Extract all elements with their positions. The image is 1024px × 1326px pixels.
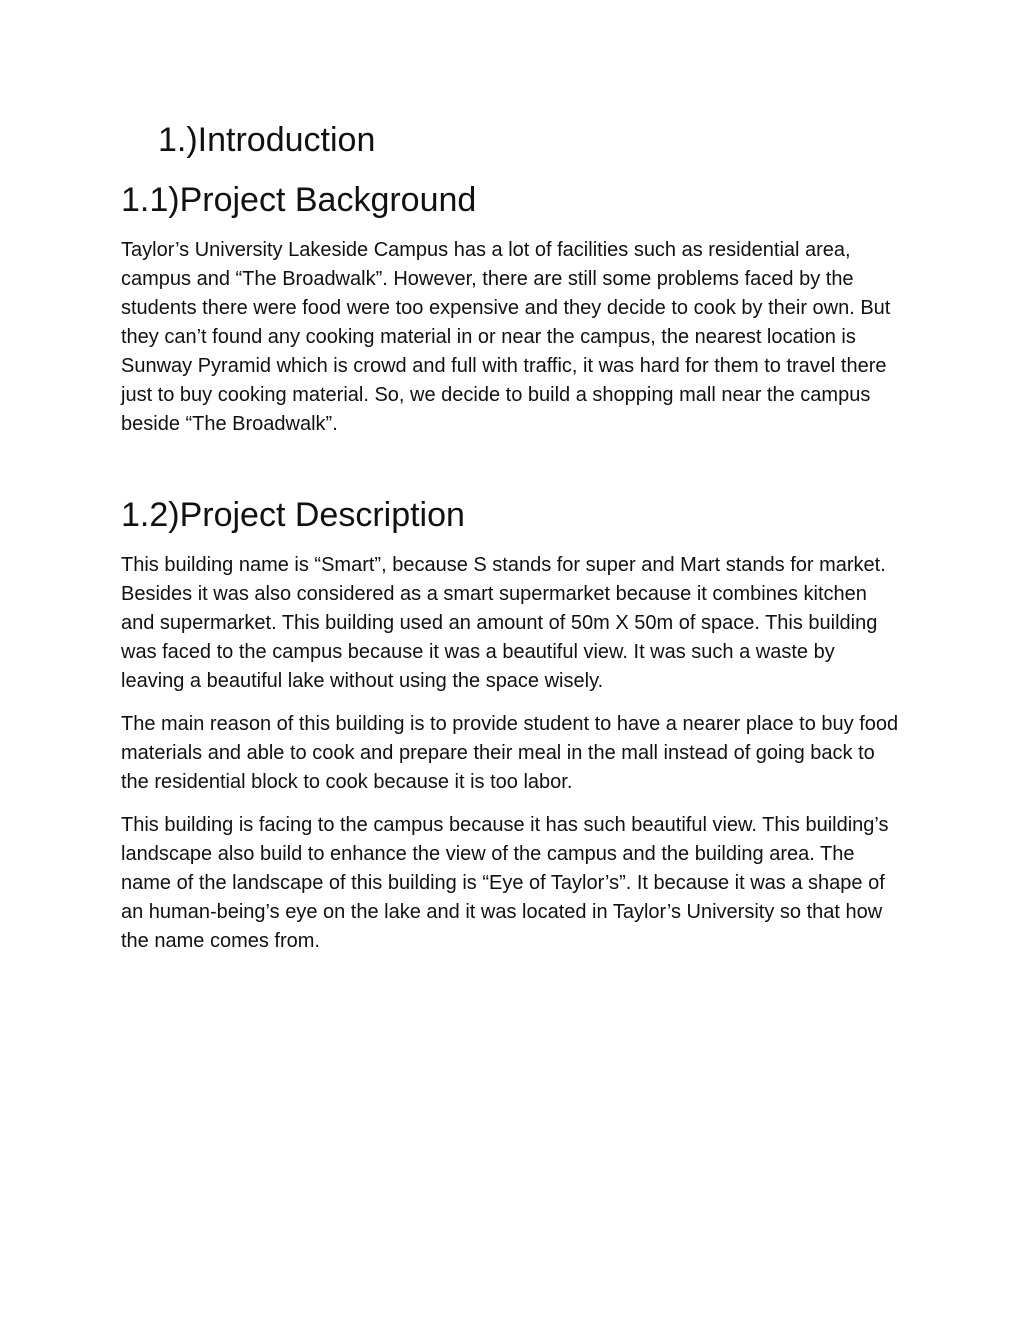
project-background-paragraph: Taylor’s University Lakeside Campus has a lot of facilities such as residential area, campus and “The Broadwalk”. However, there are still some problems faced by the students there were food were too expensive and they decide to cook by their own. But they can’t found any cooking material in or near the campus, the nearest location is Sunway Pyramid which is crowd and full with traffic, it was hard for them to travel there just to buy cooking material. So, we decide to build a shopping mall near the campus beside “The Broadwalk”. xyxy=(121,239,891,435)
project-description-heading: 1.2)Project Description xyxy=(121,496,465,534)
document-content xyxy=(121,118,901,970)
project-description-paragraph-1: This building name is “Smart”, because S stands for super and Mart stands for market. Besides it was also considered as a smart supermarket because it combines kitchen and supermarket. This building used an amount of 50m X 50m of space. This building was faced to the campus because it was a beautiful view. It was such a waste by leaving a beautiful lake without using the space wisely. xyxy=(121,554,886,692)
project-background-heading: 1.1)Project Background xyxy=(121,181,477,219)
project-description-paragraph-2: The main reason of this building is to provide student to have a nearer place to buy food materials and able to cook and prepare their meal in the mall instead of going back to the residential block to cook because it is too labor. xyxy=(121,713,899,793)
project-description-paragraph-3: This building is facing to the campus because it has such beautiful view. This building’s landscape also build to enhance the view of the campus and the building area. The name of the landscape of this building is “Eye of Taylor’s”. It because it was a shape of an human-being’s eye on the lake and it was located in Taylor’s University so that how the name comes from. xyxy=(121,814,889,952)
section-spacer xyxy=(121,453,901,493)
introduction-heading: 1.)Introduction xyxy=(158,121,376,159)
